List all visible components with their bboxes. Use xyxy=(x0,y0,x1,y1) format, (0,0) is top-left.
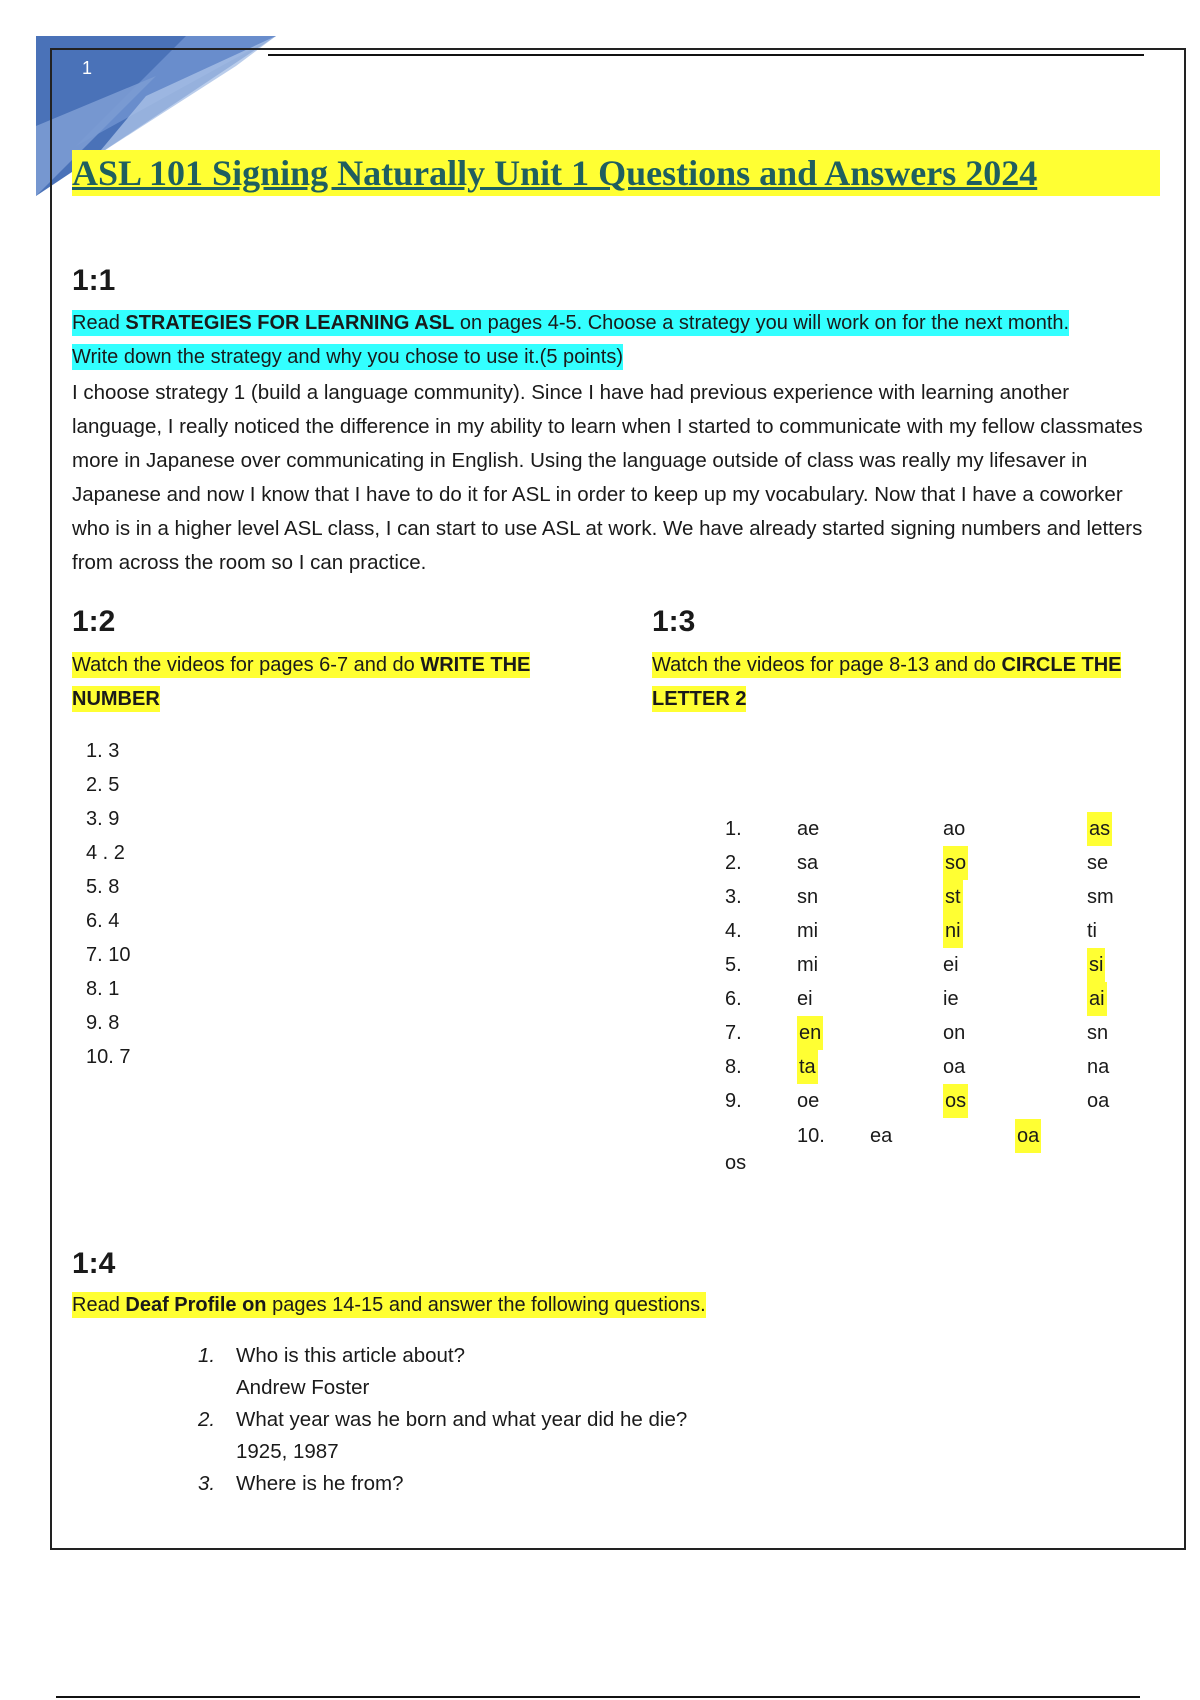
section-heading-1-4: 1:4 xyxy=(72,1247,116,1280)
list-item: 3. 9 xyxy=(86,808,120,830)
letter-option: sn xyxy=(1087,1022,1109,1044)
letter-option: ie xyxy=(943,988,959,1010)
letter-option-highlighted: st xyxy=(943,880,963,914)
list-item: 6. 4 xyxy=(86,910,120,932)
question-text: What year was he born and what year did he die? xyxy=(236,1408,688,1431)
section-heading-1-3: 1:3 xyxy=(652,605,696,638)
question-number: 2. xyxy=(198,1408,216,1431)
list-item: 1. 3 xyxy=(86,740,120,762)
list-item: 5. 8 xyxy=(86,876,120,898)
letter-option: ei xyxy=(797,988,813,1010)
list-item: 4 . 2 xyxy=(86,842,125,864)
answer-text: 1925, 1987 xyxy=(236,1440,339,1463)
section-1-3-instructions: Watch the videos for page 8-13 and do CIRCLE THE LETTER 2 xyxy=(652,654,1122,710)
letter-option: mi xyxy=(797,920,819,942)
footer-rule xyxy=(56,1696,1140,1698)
section-1-2-instructions: Watch the videos for pages 6-7 and do WRITE THE NUMBER xyxy=(72,654,531,710)
list-item: 10. 7 xyxy=(86,1046,131,1068)
page-number: 1 xyxy=(82,58,93,78)
section-1-1-instructions: Read STRATEGIES FOR LEARNING ASL on pages 4-5. Choose a strategy you will work on for the next month. Write down the strategy and why you chose to use it.(5 points) xyxy=(72,312,1070,368)
letter-option-highlighted: si xyxy=(1087,948,1105,982)
letter-option-highlighted: ta xyxy=(797,1050,818,1084)
question-text: Who is this article about? xyxy=(236,1344,466,1367)
row-number: 9. xyxy=(725,1090,742,1112)
list-item: 9. 8 xyxy=(86,1012,120,1034)
row-number: 6. xyxy=(725,988,742,1010)
letter-option: se xyxy=(1087,852,1109,874)
row-number: 2. xyxy=(725,852,742,874)
letter-option: sn xyxy=(797,886,819,908)
letter-option: ti xyxy=(1087,920,1097,942)
letter-option-highlighted: as xyxy=(1087,812,1112,846)
letter-option: sm xyxy=(1087,886,1114,908)
letter-grid-row-10 xyxy=(725,1119,1085,1153)
row-number: 3. xyxy=(725,886,742,908)
section-1-4-instructions: Read Deaf Profile on pages 14-15 and answer the following questions. xyxy=(72,1294,706,1316)
letter-option: oe xyxy=(797,1090,820,1112)
letter-option: ea xyxy=(870,1125,893,1147)
list-item: 8. 1 xyxy=(86,978,120,1000)
letter-option-highlighted: ai xyxy=(1087,982,1107,1016)
letter-option: oa xyxy=(1087,1090,1110,1112)
letter-option: os xyxy=(725,1152,747,1174)
question-text: Where is he from? xyxy=(236,1472,404,1495)
letter-option: mi xyxy=(797,954,819,976)
row-number: 5. xyxy=(725,954,742,976)
list-item: 2. 5 xyxy=(86,774,120,796)
number-answers-list xyxy=(86,734,130,1074)
letter-option: na xyxy=(1087,1056,1110,1078)
section-heading-1-2: 1:2 xyxy=(72,605,116,638)
section-1-1-answer: I choose strategy 1 (build a language community). Since I have had previous experience with learning another language, I really noticed the difference in my ability to learn when I started to communicate with my fellow classmates more in Japanese over communicating in English. Using the language outside of class was really my lifesaver in Japanese and now I know that I have to do it for ASL in order to keep up my vocabulary. Now that I have a coworker who is in a higher level ASL class, I can start to use ASL at work. We have already started signing numbers and letters from across the room so I can practice. xyxy=(72,381,1143,574)
document-title: ASL 101 Signing Naturally Unit 1 Questions and Answers 2024 xyxy=(72,150,1160,196)
page-border xyxy=(50,48,1186,1550)
row-number: 8. xyxy=(725,1056,742,1078)
letter-option: on xyxy=(943,1022,966,1044)
letter-option-highlighted: oa xyxy=(1015,1119,1041,1153)
list-item: 7. 10 xyxy=(86,944,131,966)
letter-option: ao xyxy=(943,818,966,840)
letter-option: ae xyxy=(797,818,820,840)
question-number: 3. xyxy=(198,1472,216,1495)
question-number: 1. xyxy=(198,1344,216,1367)
letter-option-highlighted: ni xyxy=(943,914,963,948)
letter-option: ei xyxy=(943,954,959,976)
letter-option: oa xyxy=(943,1056,966,1078)
row-number: 10. xyxy=(797,1125,825,1147)
answer-text: Andrew Foster xyxy=(236,1376,370,1399)
letter-option-highlighted: os xyxy=(943,1084,968,1118)
letter-option: sa xyxy=(797,852,819,874)
row-number: 4. xyxy=(725,920,742,942)
row-number: 7. xyxy=(725,1022,742,1044)
row-number: 1. xyxy=(725,818,742,840)
section-heading-1-1: 1:1 xyxy=(72,264,116,297)
letter-option-highlighted: so xyxy=(943,846,968,880)
letter-option-highlighted: en xyxy=(797,1016,823,1050)
